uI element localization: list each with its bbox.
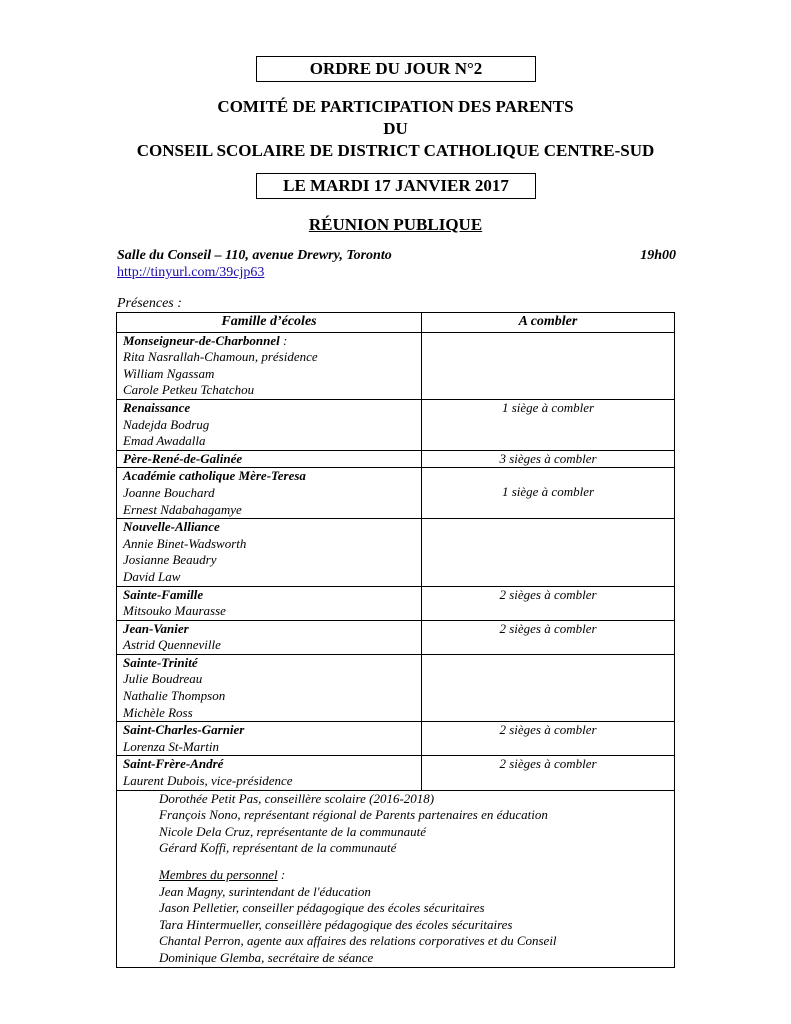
vacancy-cell — [422, 654, 675, 721]
table-row — [117, 586, 675, 620]
others-cell — [117, 790, 675, 967]
table-header-row — [117, 313, 675, 333]
meeting-location — [117, 247, 676, 265]
meeting-date: LE MARDI 17 JANVIER 2017 — [256, 173, 536, 199]
table-row — [117, 468, 675, 519]
meeting-time: 19h00 — [640, 248, 676, 263]
vacancy-text: 2 sièges à combler — [499, 586, 597, 602]
school-name: Académie catholique Mère-Teresa — [123, 468, 306, 484]
school-cell — [117, 399, 422, 450]
staff-heading-suffix: : — [277, 867, 286, 882]
member-name: Josianne Beaudry — [123, 552, 217, 568]
vacancy-text: 1 siège à combler — [501, 399, 595, 415]
member-name: Julie Boudreau — [123, 671, 203, 687]
school-cell — [117, 756, 422, 790]
school-cell — [117, 450, 422, 468]
member-name: Ernest Ndabahagamye — [123, 501, 242, 517]
school-name-suffix: : — [279, 332, 288, 348]
vacancy-text: 2 sièges à combler — [499, 620, 597, 636]
table-row — [117, 519, 675, 586]
meeting-type: RÉUNION PUBLIQUE — [308, 215, 483, 234]
presences-label: Présences : — [117, 296, 182, 311]
table-row — [117, 620, 675, 654]
school-cell — [117, 586, 422, 620]
staff-member: Chantal Perron, agente aux affaires des relations corporatives et du Conseil — [159, 933, 557, 949]
school-cell — [117, 519, 422, 586]
vacancy-cell — [422, 399, 675, 450]
school-name: Monseigneur-de-Charbonnel — [123, 332, 280, 348]
member-name: Joanne Bouchard — [123, 484, 215, 500]
column-header-vacancies: A combler — [422, 313, 675, 333]
school-name: Saint-Frère-André — [123, 756, 224, 772]
table-row — [117, 756, 675, 790]
school-cell — [117, 620, 422, 654]
board-name: CONSEIL SCOLAIRE DE DISTRICT CATHOLIQUE CENTRE-SUD — [136, 141, 655, 160]
vacancy-cell — [422, 722, 675, 756]
school-cell — [117, 332, 422, 399]
school-name: Renaissance — [123, 399, 191, 415]
member-name: Emad Awadalla — [123, 433, 206, 449]
vacancy-cell — [422, 468, 675, 519]
table-row — [117, 399, 675, 450]
column-header-schools: Famille d’écoles — [117, 313, 422, 333]
staff-member: Jason Pelletier, conseiller pédagogique des écoles sécuritaires — [159, 900, 485, 916]
member-name: Astrid Quenneville — [123, 637, 221, 653]
attendance-table — [116, 312, 675, 968]
others-row — [117, 790, 675, 967]
school-cell — [117, 468, 422, 519]
vacancy-text: 2 sièges à combler — [499, 722, 597, 738]
school-name: Nouvelle-Alliance — [123, 519, 220, 535]
staff-member: Tara Hintermueller, conseillère pédagogique des écoles sécuritaires — [159, 916, 513, 932]
member-name: Carole Petkeu Tchatchou — [123, 382, 255, 398]
guest-name: Gérard Koffi, représentant de la communauté — [159, 840, 397, 856]
school-cell — [117, 722, 422, 756]
member-name: William Ngassam — [123, 365, 215, 381]
member-name: Rita Nasrallah-Chamoun, présidence — [123, 349, 318, 365]
vacancy-cell — [422, 586, 675, 620]
school-cell — [117, 654, 422, 721]
school-name: Père-René-de-Galinée — [123, 450, 243, 466]
vacancy-cell — [422, 450, 675, 468]
member-name: David Law — [123, 568, 181, 584]
table-row — [117, 654, 675, 721]
member-name: Mitsouko Maurasse — [123, 603, 226, 619]
committee-connector: DU — [383, 119, 408, 138]
vacancy-cell — [422, 620, 675, 654]
staff-heading: Membres du personnel — [159, 867, 278, 882]
agenda-title: ORDRE DU JOUR N°2 — [256, 56, 536, 82]
member-name: Lorenza St-Martin — [123, 738, 219, 754]
school-name: Sainte-Famille — [123, 586, 204, 602]
member-name: Nadejda Bodrug — [123, 416, 210, 432]
school-name: Saint-Charles-Garnier — [123, 722, 245, 738]
committee-name: COMITÉ DE PARTICIPATION DES PARENTS — [217, 97, 574, 116]
guest-name: François Nono, représentant régional de Parents partenaires en éducation — [159, 807, 548, 823]
table-row — [117, 450, 675, 468]
vacancy-text: 2 sièges à combler — [499, 756, 597, 772]
school-name: Sainte-Trinité — [123, 654, 198, 670]
vacancy-cell — [422, 519, 675, 586]
vacancy-text: 1 siège à combler — [501, 484, 595, 500]
member-name: Michèle Ross — [123, 704, 193, 720]
vacancy-cell — [422, 332, 675, 399]
location-place: Salle du Conseil – 110, avenue Drewry, Toronto — [117, 248, 392, 263]
member-name: Nathalie Thompson — [123, 688, 226, 704]
guest-name: Nicole Dela Cruz, représentante de la communauté — [159, 823, 427, 839]
vacancy-text: 3 sièges à combler — [499, 450, 597, 466]
guest-name: Dorothée Petit Pas, conseillère scolaire (2016-2018) — [159, 790, 435, 806]
meeting-link[interactable]: http://tinyurl.com/39cjp63 — [117, 265, 265, 280]
staff-member: Jean Magny, surintendant de l'éducation — [159, 883, 371, 899]
member-name: Laurent Dubois, vice-présidence — [123, 773, 293, 789]
member-name: Annie Binet-Wadsworth — [123, 535, 247, 551]
vacancy-cell — [422, 756, 675, 790]
table-row — [117, 332, 675, 399]
staff-member: Dominique Glemba, secrétaire de séance — [159, 949, 374, 965]
table-row — [117, 722, 675, 756]
school-name: Jean-Vanier — [123, 620, 189, 636]
